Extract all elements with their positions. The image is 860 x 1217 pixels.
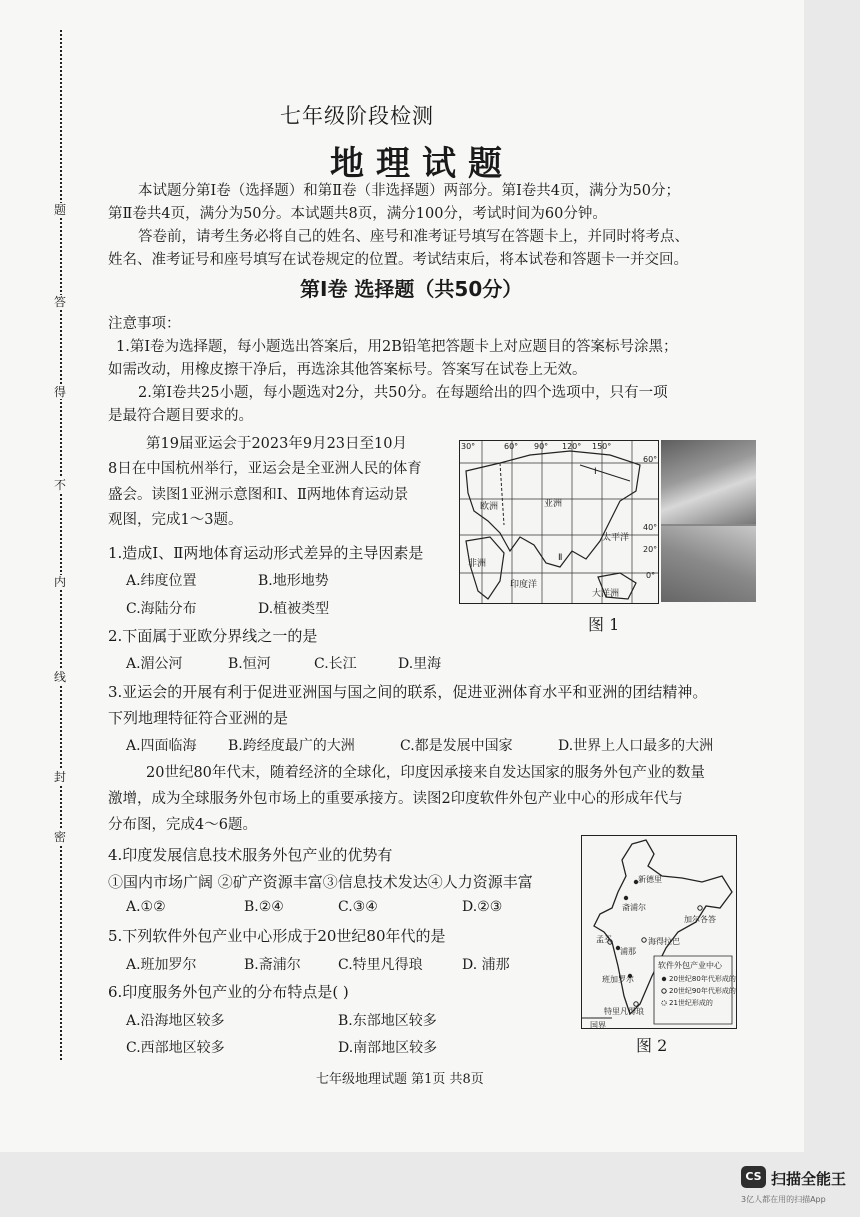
q5-stem: 5.下列软件外包产业中心形成于20世纪80年代的是: [108, 927, 446, 945]
q6-option-a: A.沿海地区较多: [126, 1013, 225, 1029]
label-pacific: 太平洋: [602, 533, 630, 543]
exam-title: 地理试题: [330, 144, 514, 184]
legend-title: 软件外包产业中心: [658, 961, 722, 970]
q1-option-d: D.植被类型: [258, 601, 330, 617]
lat-label: 40°: [643, 523, 658, 532]
photo-i-snow-sport: [661, 440, 756, 524]
exam-subtitle: 七年级阶段检测: [280, 104, 434, 128]
q2-stem: 2.下面属于亚欧分界线之一的是: [108, 627, 318, 645]
binding-char: 题: [53, 203, 66, 217]
label-europe: 欧洲: [480, 502, 499, 512]
intro-line: 第Ⅱ卷共4页，满分为50分。本试题共8页，满分100分，考试时间为60分钟。: [108, 206, 607, 222]
q1-option-c: C.海陆分布: [126, 601, 197, 617]
passage2-line: 20世纪80年代末，随着经济的全球化，印度因承接来自发达国家的服务外包产业的数量: [146, 765, 705, 781]
label-australia: 大洋洲: [592, 589, 620, 599]
q1-option-a: A.纬度位置: [126, 573, 197, 589]
fig2-caption: 图 2: [636, 1036, 668, 1055]
photo-ii-sport: [661, 526, 756, 602]
intro-line: 答卷前，请考生务必将自己的姓名、座号和准考证号填写在答题卡上，并同时将考点、: [138, 229, 689, 245]
binding-char: 封: [53, 770, 66, 784]
page-footer: 七年级地理试题 第1页 共8页: [316, 1072, 484, 1087]
lat-label: 0°: [646, 571, 656, 580]
note-line: 如需改动，用橡皮擦干净后，再选涂其他答案标号。答案写在试卷上无效。: [108, 362, 587, 378]
asia-map-figure: [459, 440, 659, 604]
lon-label: 90°: [534, 442, 549, 451]
scanner-tagline: 3亿人都在用的扫描App: [741, 1195, 826, 1204]
city-new-delhi: 新德里: [638, 875, 662, 884]
sports-photos: [661, 440, 756, 602]
lon-label: 60°: [504, 442, 519, 451]
legend-item: 20世纪80年代形成的: [669, 975, 736, 983]
binding-char: 内: [53, 575, 66, 589]
q2-option-a: A.湄公河: [126, 656, 183, 672]
legend-item: 20世纪90年代形成的: [669, 987, 736, 995]
q3-option-c: C.都是发展中国家: [400, 738, 513, 754]
q2-option-d: D.里海: [398, 656, 442, 672]
label-asia: 亚洲: [544, 499, 563, 509]
lat-label: 60°: [643, 455, 658, 464]
q5-option-b: B.斋浦尔: [244, 957, 301, 973]
binding-char: 得: [53, 385, 66, 399]
q4-option-b: B.②④: [244, 899, 284, 915]
india-map-figure: [581, 835, 737, 1029]
q4-option-a: A.①②: [126, 899, 166, 915]
q6-stem: 6.印度服务外包产业的分布特点是( ): [108, 983, 349, 1001]
lon-label: 120°: [562, 442, 582, 451]
q3-option-a: A.四面临海: [126, 738, 197, 754]
legend-border: 国界: [590, 1021, 606, 1030]
passage1-line: 观图，完成1～3题。: [108, 512, 243, 528]
cs-logo-icon: CS: [741, 1166, 766, 1188]
passage2-line: 激增，成为全球服务外包市场上的重要承接方。读图2印度软件外包产业中心的形成年代与: [108, 791, 683, 807]
q5-option-a: A.班加罗尔: [126, 957, 197, 973]
q3-option-d: D.世界上人口最多的大洲: [558, 738, 714, 754]
q4-option-d: D.②③: [462, 899, 503, 915]
intro-line: 本试题分第Ⅰ卷（选择题）和第Ⅱ卷（非选择题）两部分。第Ⅰ卷共4页，满分为50分；: [138, 183, 680, 199]
q4-items: ①国内市场广阔 ②矿产资源丰富③信息技术发达④人力资源丰富: [108, 873, 533, 891]
q6-option-c: C.西部地区较多: [126, 1040, 225, 1056]
q3-option-b: B.跨经度最广的大洲: [228, 738, 355, 754]
section-title: 第Ⅰ卷 选择题（共50分）: [300, 277, 523, 301]
q6-option-d: D.南部地区较多: [338, 1040, 438, 1056]
scanner-app-name: 扫描全能王: [771, 1170, 847, 1188]
asia-map: [460, 441, 658, 603]
q6-option-b: B.东部地区较多: [338, 1013, 437, 1029]
marker-i: Ⅰ: [594, 467, 597, 477]
note-line: 2.第Ⅰ卷共25小题，每小题选对2分，共50分。在每题给出的四个选项中，只有一项: [138, 385, 668, 401]
note-line: 是最符合题目要求的。: [108, 408, 253, 424]
label-indian-ocean: 印度洋: [510, 580, 538, 590]
note-line: 1.第Ⅰ卷为选择题，每小题选出答案后，用2B铅笔把答题卡上对应题目的答案标号涂黑；: [116, 339, 678, 355]
q4-stem: 4.印度发展信息技术服务外包产业的优势有: [108, 846, 393, 864]
city-pune: 浦那: [620, 947, 636, 956]
intro-line: 姓名、准考证号和座号填写在试卷规定的位置。考试结束后，将本试卷和答题卡一并交回。: [108, 252, 688, 268]
label-africa: 非洲: [468, 559, 487, 569]
city-bangalore: 班加罗尔: [602, 975, 634, 984]
passage1-line: 8日在中国杭州举行，亚运会是全亚洲人民的体育: [108, 461, 422, 477]
q1-stem: 1.造成Ⅰ、Ⅱ两地体育运动形式差异的主导因素是: [108, 544, 424, 562]
passage1-line: 第19届亚运会于2023年9月23日至10月: [146, 436, 407, 452]
binding-char: 不: [53, 478, 66, 492]
q5-option-c: C.特里凡得琅: [338, 957, 423, 973]
binding-char: 密: [53, 830, 66, 844]
city-thiruvananthapuram: 特里凡得琅: [604, 1007, 644, 1016]
fig1-caption: 图 1: [588, 615, 620, 634]
marker-ii: Ⅱ: [558, 553, 563, 563]
lat-label: 20°: [643, 545, 658, 554]
city-hyderabad: 海得拉巴: [648, 937, 680, 946]
q3-stem-2: 下列地理特征符合亚洲的是: [108, 709, 289, 727]
q2-option-c: C.长江: [314, 656, 357, 672]
q1-option-b: B.地形地势: [258, 573, 329, 589]
q3-stem: 3.亚运会的开展有利于促进亚洲国与国之间的联系，促进亚洲体育水平和亚洲的团结精神。: [108, 683, 708, 701]
city-kolkata: 加尔各答: [684, 915, 716, 924]
q4-option-c: C.③④: [338, 899, 378, 915]
city-jaipur: 斋浦尔: [622, 903, 646, 912]
notes-heading: 注意事项：: [108, 316, 181, 332]
legend-item: 21世纪形成的: [669, 999, 713, 1007]
passage1-line: 盛会。读图1亚洲示意图和Ⅰ、Ⅱ两地体育运动景: [108, 487, 409, 503]
binding-dotted-line: [60, 30, 62, 1060]
passage2-line: 分布图，完成4～6题。: [108, 817, 257, 833]
q5-option-d: D. 浦那: [462, 957, 510, 973]
q2-option-b: B.恒河: [228, 656, 271, 672]
city-mumbai: 孟买: [596, 935, 612, 944]
lon-label: 150°: [592, 442, 612, 451]
binding-char: 答: [53, 295, 66, 309]
lon-label: 30°: [461, 442, 476, 451]
binding-char: 线: [53, 670, 66, 684]
